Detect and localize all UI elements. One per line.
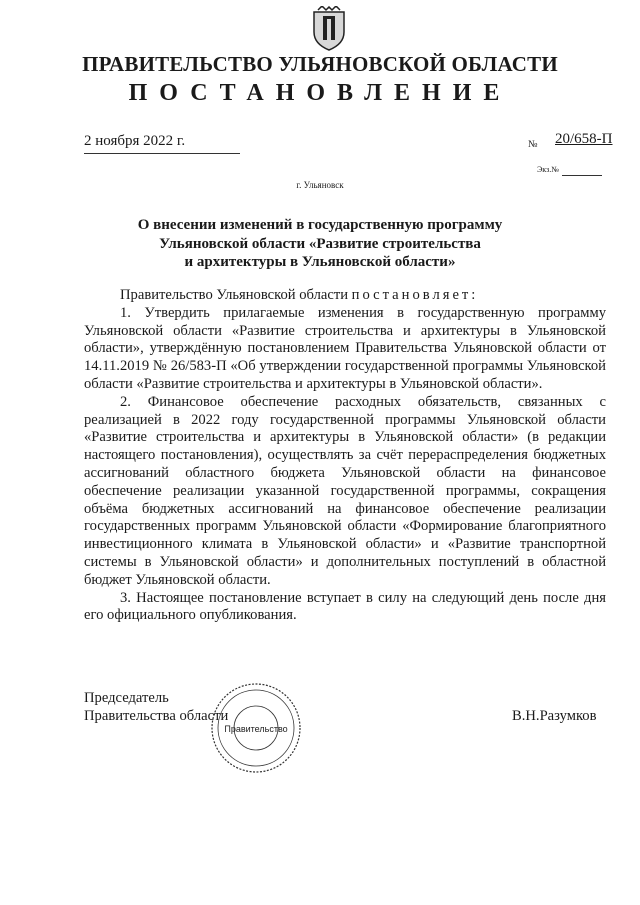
organization-name: ПРАВИТЕЛЬСТВО УЛЬЯНОВСКОЙ ОБЛАСТИ <box>82 52 558 76</box>
date-underline <box>84 153 240 154</box>
copy-number-label: Экз.№ <box>537 165 559 174</box>
coat-of-arms-emblem <box>306 6 352 52</box>
position-line-1: Председатель <box>84 690 169 706</box>
number-label: № <box>528 139 538 150</box>
title-line-2: Ульяновской области «Развитие строительства <box>159 235 481 252</box>
document-type: ПОСТАНОВЛЕНИЕ <box>128 80 512 106</box>
title-line-1: О внесении изменений в государственную программу <box>137 217 503 233</box>
position-line-2: Правительства области <box>84 707 229 724</box>
lead-prefix: Правительство Ульяновской области <box>120 287 352 303</box>
document-number: 20/658-П <box>555 131 613 147</box>
document-title <box>120 216 520 272</box>
lead-paragraph <box>84 287 606 305</box>
paragraph-3: 3. Настоящее постановление вступает в силу на следующий день после дня его официального опубликования. <box>84 589 606 624</box>
lead-decree-word: постановляет: <box>351 287 479 303</box>
copy-number-line <box>562 175 602 176</box>
paragraph-2: 2. Финансовое обеспечение расходных обязательств, связанных с реализацией в 2022 году государственной программы Ульяновской области «Развитие строительства и архитектуры в Ульяновской области» (в редакции настоящего постановления), осуществлять за счёт перераспределения бюджетных ассигнований областного бюджета Ульяновской области на финансовое обеспечение реализации указанной государственной программы, сокращения объёма бюджетных ассигнований на финансовое обеспечение реализации государственных программ Ульяновской области «Формирование благоприятного инвестиционного климата в Ульяновской области» и «Развитие транспортной системы в Ульяновской области» и дополнительных поступлений в областной бюджет Ульяновской области. <box>84 393 606 588</box>
title-line-3: и архитектуры в Ульяновской области» <box>184 254 456 270</box>
paragraph-1: 1. Утвердить прилагаемые изменения в государственную программу Ульяновской области «Развитие строительства и архитектуры в Ульяновской области», утверждённую постановлением Правительства Ульяновской области от 14.11.2019 № 26/583-П «Об утверждении государственной программы Ульяновской области «Развитие строительства и архитектуры в Ульяновской области». <box>84 304 606 392</box>
city: г. Ульяновск <box>296 180 344 190</box>
signatory-position <box>84 690 228 726</box>
signatory-name: В.Н.Разумков <box>512 708 597 724</box>
svg-text:Правительство: Правительство <box>224 724 288 734</box>
document-body <box>84 287 606 625</box>
document-date: 2 ноября 2022 г. <box>84 133 186 149</box>
